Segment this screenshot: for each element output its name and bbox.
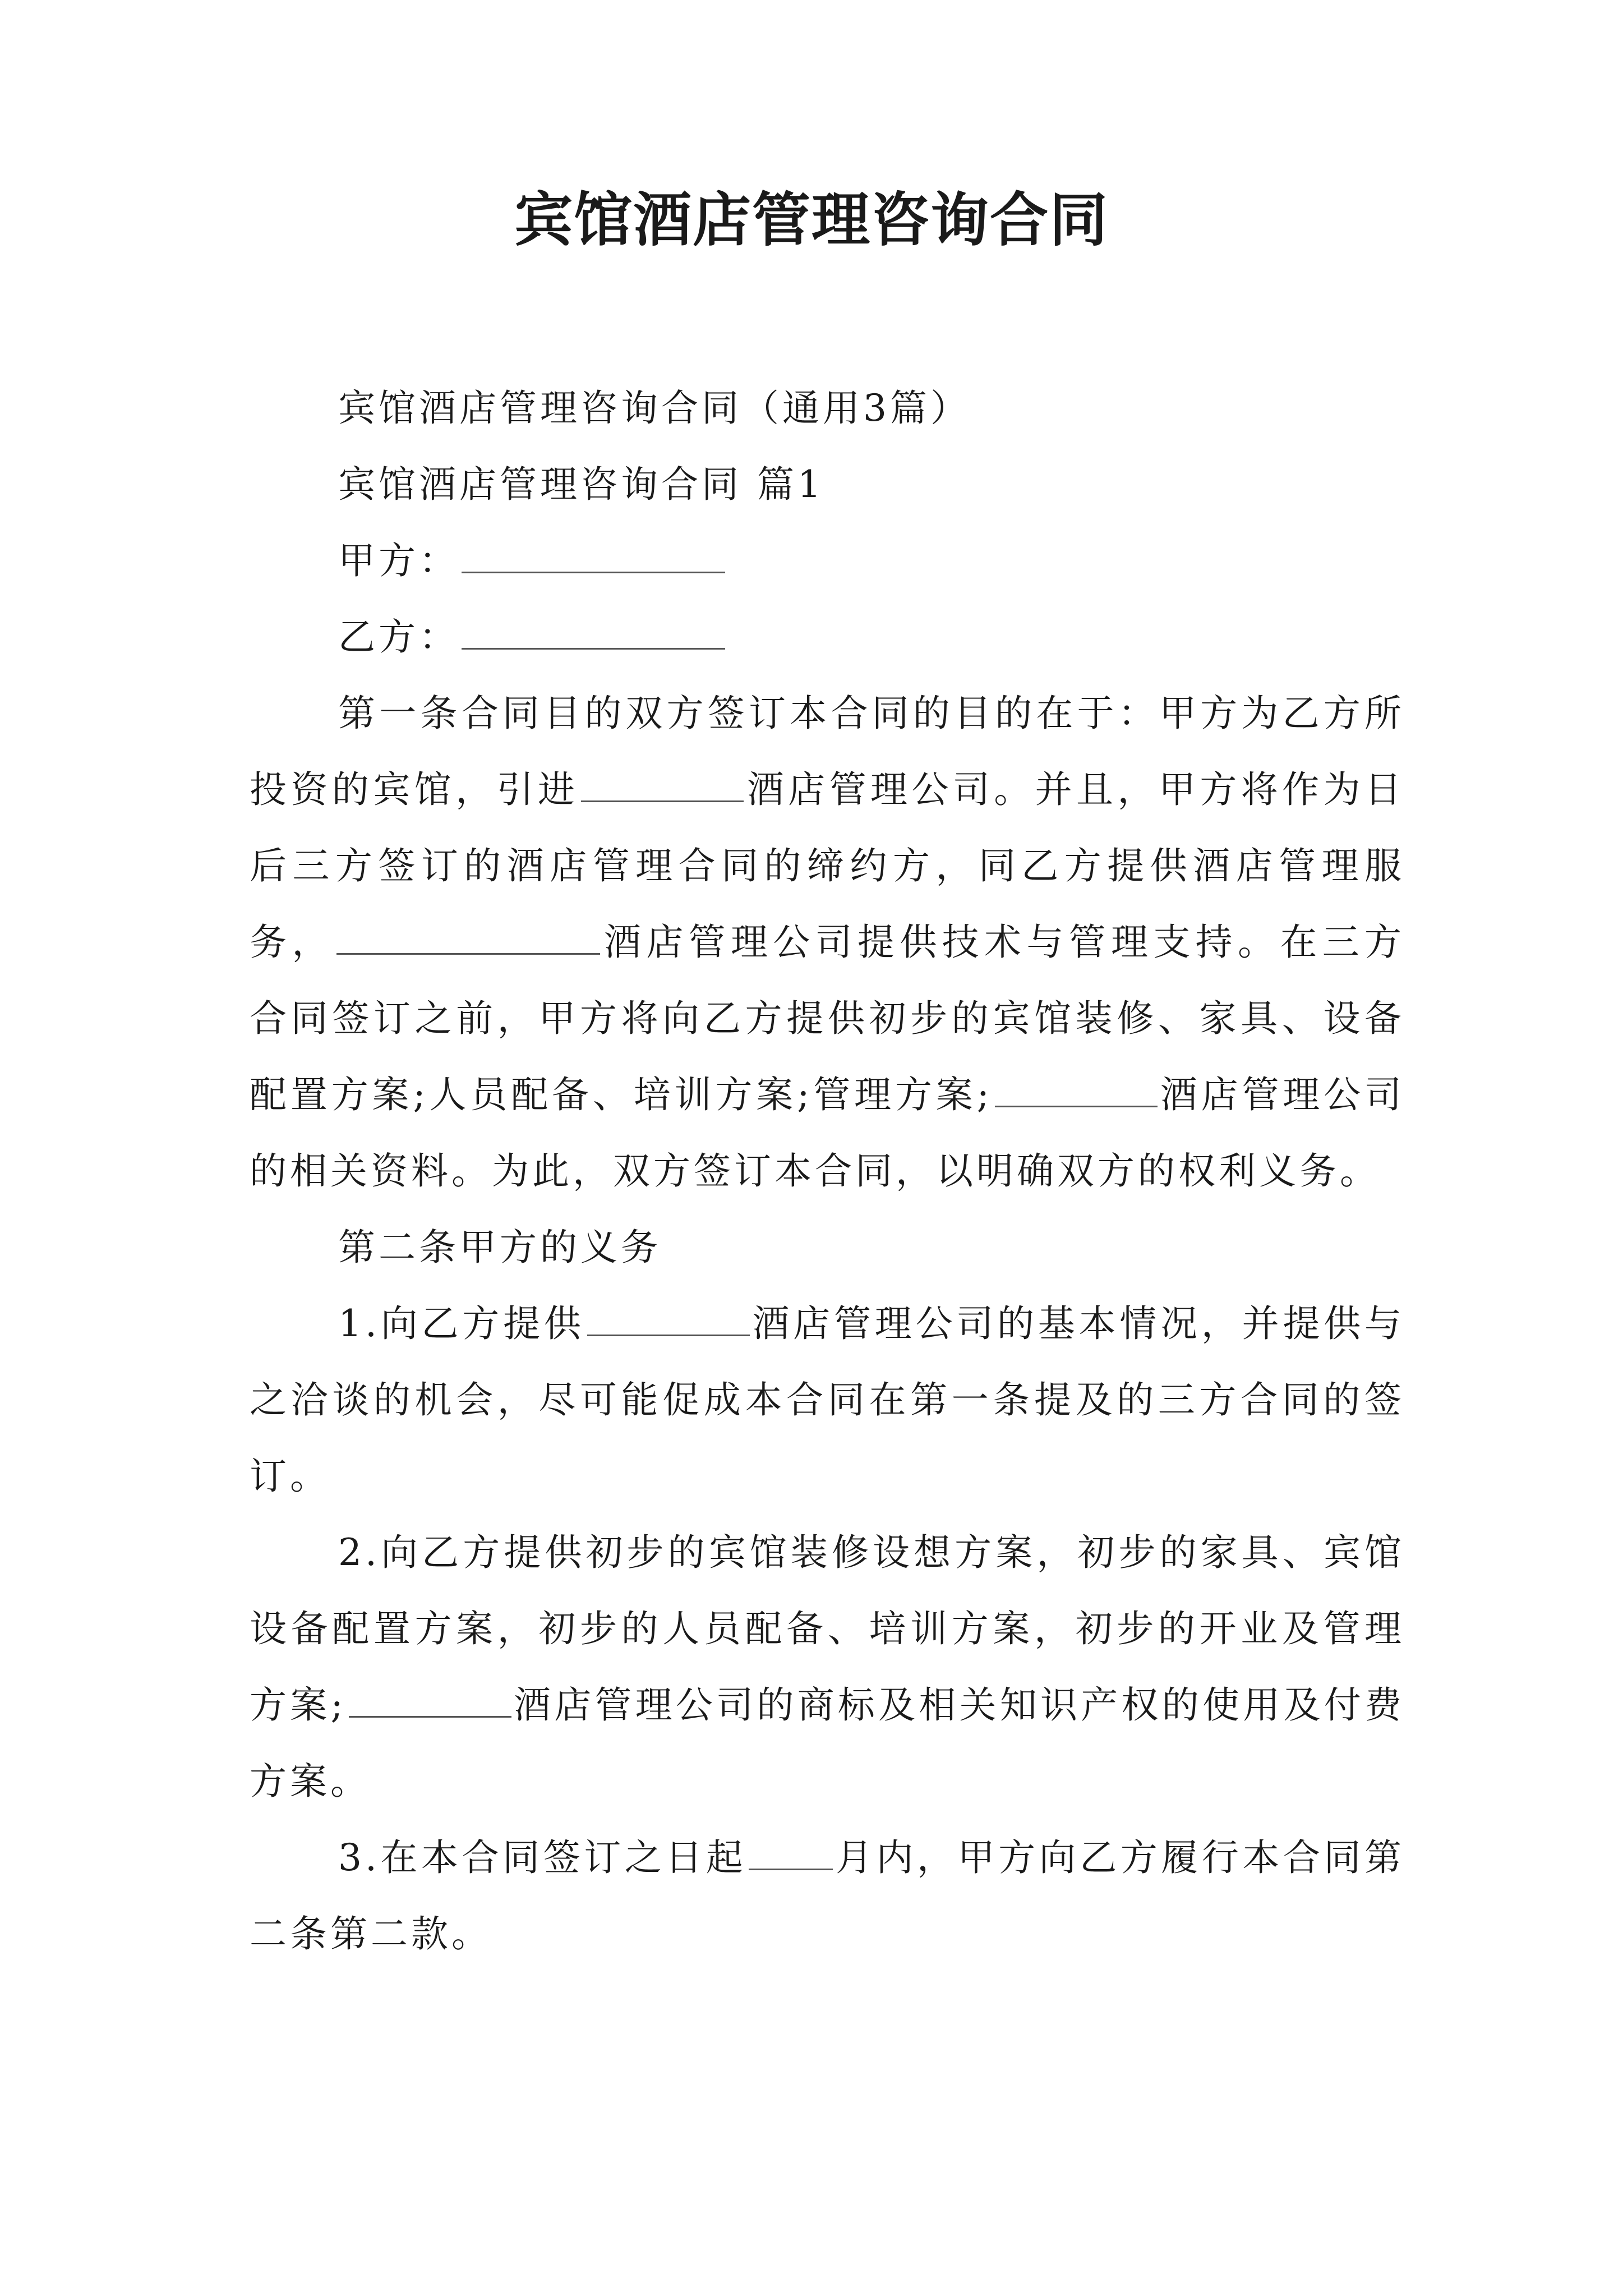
party-a-blank bbox=[462, 539, 725, 573]
article-1-blank-1 bbox=[581, 768, 744, 802]
section-heading-text: 宾馆酒店管理咨询合同 篇1 bbox=[338, 463, 824, 506]
item-3-text-1: 3.在本合同签订之日起 bbox=[338, 1836, 747, 1879]
item-2-blank bbox=[349, 1683, 511, 1718]
subtitle-text: 宾馆酒店管理咨询合同（通用3篇） bbox=[338, 386, 971, 430]
item-2-text-2: 酒店管理公司的商标及相关知识产权的使用及付费方案。 bbox=[250, 1683, 1405, 1803]
article-2-item-1 bbox=[250, 1286, 1405, 1515]
item-3-blank bbox=[749, 1836, 833, 1870]
article-1-blank-3 bbox=[995, 1073, 1158, 1107]
article-1-text-2: 酒店管理公司。并且，甲方将作为日后三方签订的酒店管理合同的缔约方，同乙方提供酒店管理服务， bbox=[250, 768, 1405, 964]
section-heading bbox=[250, 447, 1405, 523]
article-1-text-4: 酒店管理公司的相关资料。为此，双方签订本合同，以明确双方的权利义务。 bbox=[250, 1073, 1405, 1193]
item-1-blank bbox=[587, 1302, 750, 1336]
article-1-blank-2 bbox=[336, 921, 600, 955]
document-body bbox=[250, 370, 1405, 1972]
article-2-heading-text: 第二条甲方的义务 bbox=[338, 1226, 661, 1269]
article-1-text-1: 第一条合同目的双方签订本合同的目的在于：甲方为乙方所投资的宾馆，引进 bbox=[250, 692, 1405, 811]
party-a-label: 甲方： bbox=[338, 539, 459, 582]
subtitle bbox=[250, 370, 1405, 447]
item-1-text-2: 酒店管理公司的基本情况，并提供与之洽谈的机会，尽可能促成本合同在第一条提及的三方合同的签订。 bbox=[250, 1302, 1405, 1498]
article-1 bbox=[250, 675, 1405, 1209]
item-3-text-2: 月内，甲方向乙方履行本合同第二条第二款。 bbox=[250, 1836, 1405, 1955]
document-title: 宾馆酒店管理咨询合同 bbox=[514, 185, 1109, 254]
party-b-line bbox=[250, 599, 1405, 675]
article-2-heading bbox=[250, 1209, 1405, 1286]
article-1-text-3: 酒店管理公司提供技术与管理支持。在三方合同签订之前，甲方将向乙方提供初步的宾馆装修、家具、设备配置方案;人员配备、培训方案;管理方案; bbox=[250, 921, 1405, 1116]
item-1-text-1: 1.向乙方提供 bbox=[338, 1302, 585, 1345]
party-b-blank bbox=[462, 615, 725, 650]
party-a-line bbox=[250, 523, 1405, 599]
article-2-item-2 bbox=[250, 1515, 1405, 1820]
article-2-item-3 bbox=[250, 1820, 1405, 1972]
party-b-label: 乙方： bbox=[338, 615, 459, 659]
item-2-text-1: 2.向乙方提供初步的宾馆装修设想方案，初步的家具、宾馆设备配置方案，初步的人员配备、培训方案，初步的开业及管理方案; bbox=[250, 1531, 1405, 1727]
